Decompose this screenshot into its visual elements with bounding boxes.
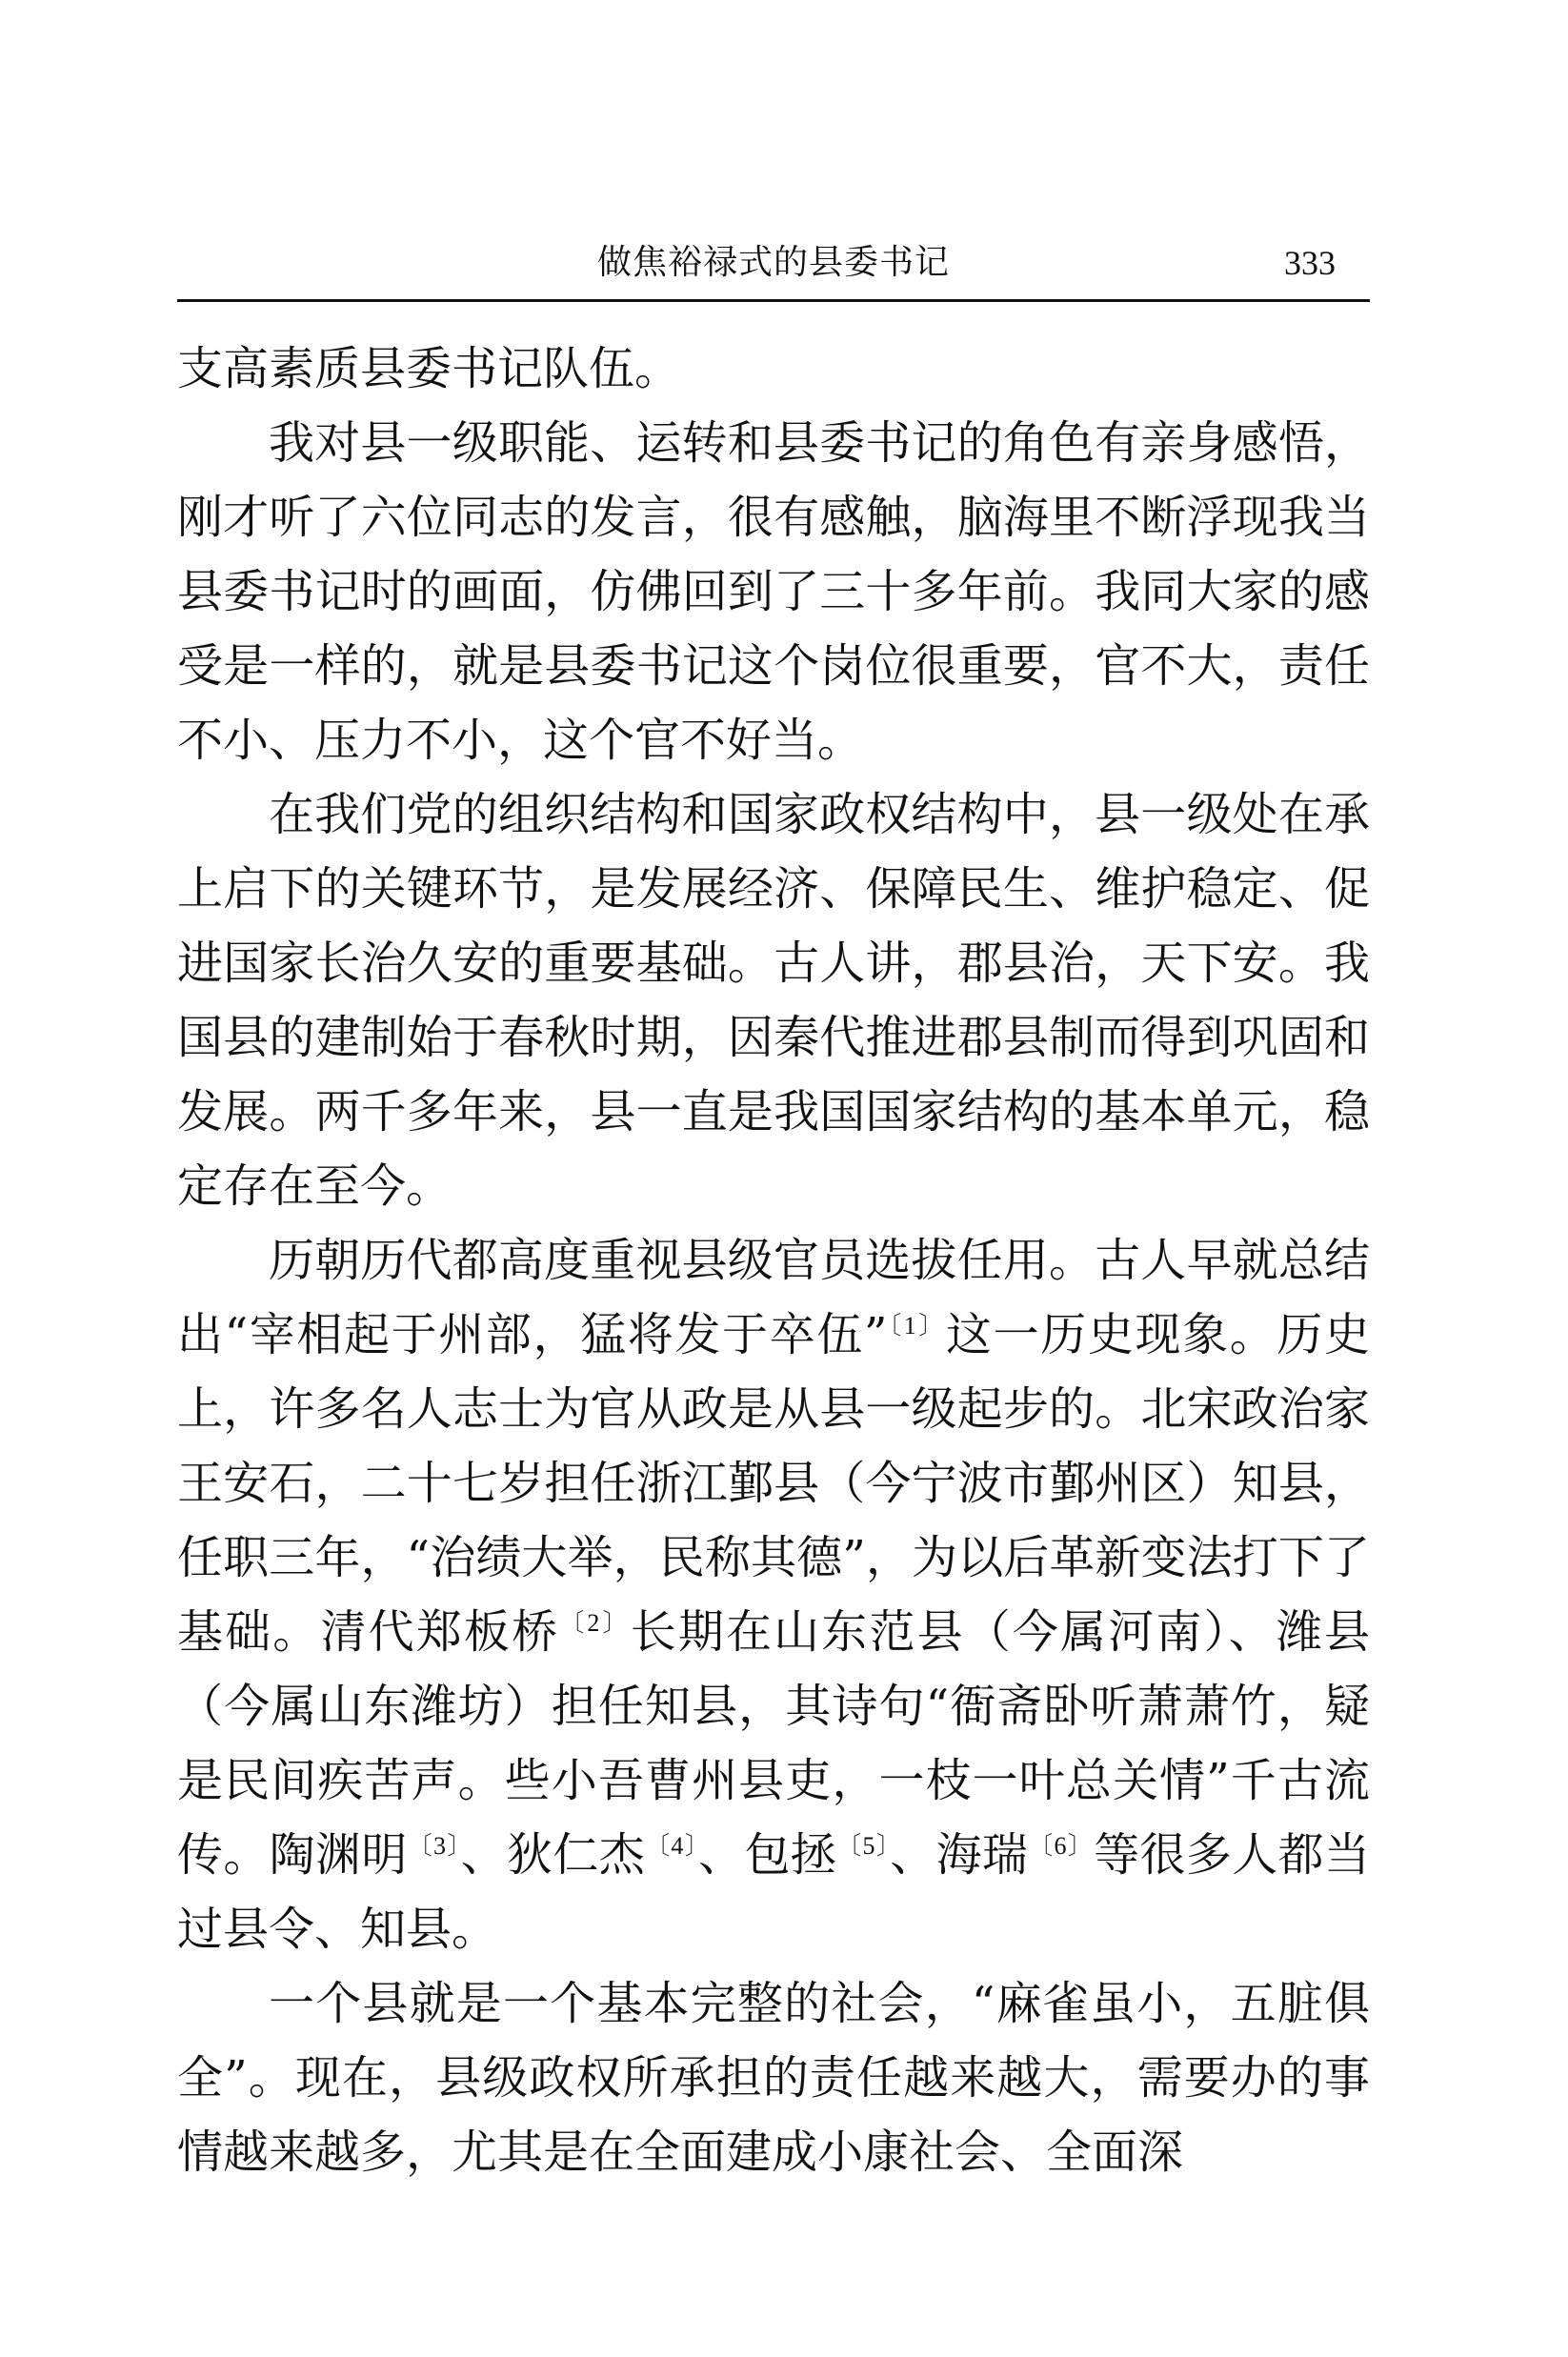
text-run: 长期在山东范县（今属河南）、潍县（今属山东潍坊）担任知县，其诗句“衙斋卧听萧萧竹，疑是民间疾苦声。些小吾曹州县吏，一枝一叶总关情”千古流传。陶渊明 bbox=[177, 1605, 1370, 1882]
text-run: 这一历史现象。历史上，许多名人志士为官从政是从县一级起步的。北宋政治家王安石，二十七岁担任浙江鄞县（今宁波市鄞州区）知县，任职三年，“治绩大举，民称其德”，为以后革新变法打下了基础。清代郑板桥 bbox=[177, 1308, 1370, 1659]
footnote-marker: 〔6〕 bbox=[1028, 1832, 1095, 1860]
footnote-marker: 〔3〕 bbox=[407, 1832, 461, 1860]
paragraph: 我对县一级职能、运转和县委书记的角色有亲身感悟，刚才听了六位同志的发言，很有感触，脑海里不断浮现我当县委书记时的画面，仿佛回到了三十多年前。我同大家的感受是一样的，就是县委书记这个岗位很重要，官不大，责任不小、压力不小，这个官不好当。 bbox=[177, 416, 1370, 767]
page-number: 333 bbox=[1284, 244, 1336, 282]
paragraph-continued: 支高素质县委书记队伍。 bbox=[177, 342, 681, 395]
text-run: 、包拯 bbox=[698, 1828, 837, 1882]
paragraph bbox=[177, 1223, 1370, 1966]
footnote-marker: 〔2〕 bbox=[559, 1609, 631, 1637]
text-run: 历朝历代都高度重视县级官员选拔任用。古人早就总结出“宰相起于州部，猛将发于卒伍” bbox=[177, 1234, 1370, 1361]
footnote-marker: 〔4〕 bbox=[645, 1832, 699, 1860]
header-rule bbox=[177, 299, 1370, 302]
text-run: 、狄仁杰 bbox=[460, 1828, 646, 1882]
body-text bbox=[177, 332, 1370, 2189]
paragraph: 在我们党的组织结构和国家政权结构中，县一级处在承上启下的关键环节，是发展经济、保障民生、维护稳定、促进国家长治久安的重要基础。古人讲，郡县治，天下安。我国县的建制始于春秋时期，因秦代推进郡县制而得到巩固和发展。两千多年来，县一直是我国国家结构的基本单元，稳定存在至今。 bbox=[177, 788, 1370, 1213]
text-run: 、海瑞 bbox=[890, 1828, 1029, 1882]
footnote-marker: 〔1〕 bbox=[887, 1312, 946, 1340]
text-run: 等很多人都当过县令、知县。 bbox=[177, 1828, 1370, 1956]
running-title: 做焦裕禄式的县委书记 bbox=[596, 243, 950, 282]
paragraph: 一个县就是一个基本完整的社会，“麻雀虽小，五脏俱全”。现在，县级政权所承担的责任越来越大，需要办的事情越来越多，尤其是在全面建成小康社会、全面深 bbox=[177, 1977, 1370, 2179]
running-header bbox=[177, 234, 1370, 292]
footnote-marker: 〔5〕 bbox=[836, 1832, 891, 1860]
